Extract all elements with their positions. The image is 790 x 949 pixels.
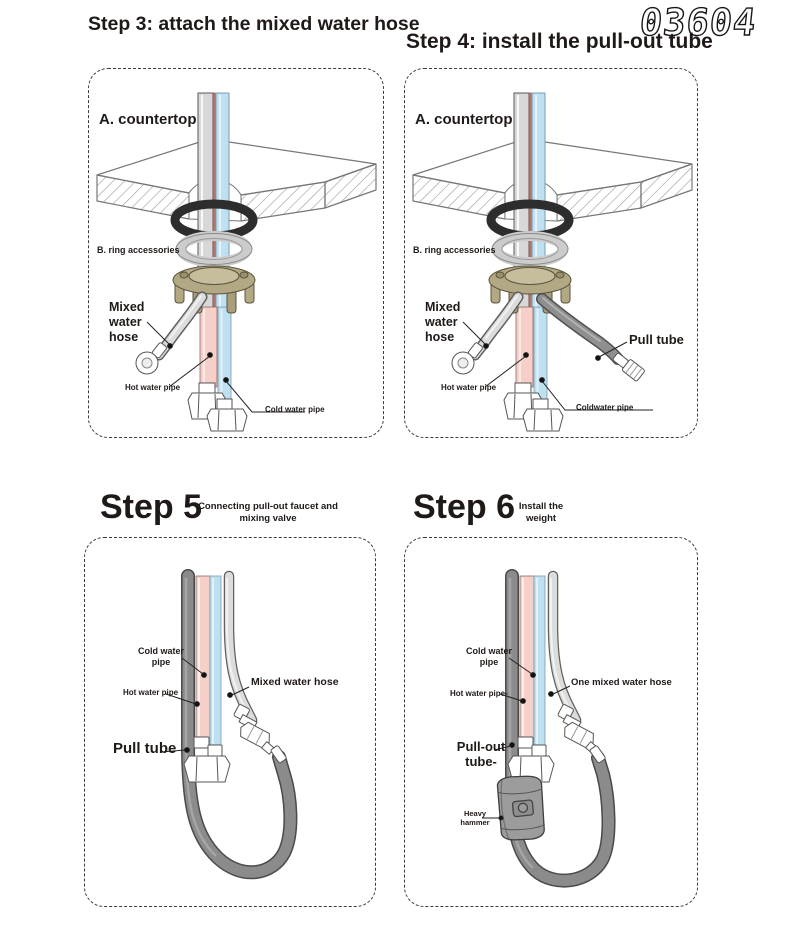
step4-title: Step 4: install the pull-out tube [406,30,713,53]
step5-illustration [85,538,375,906]
pipe-bundle [514,93,547,403]
cold-pipe-label: Cold water pipe [137,646,184,667]
hot-cold-pipes [196,576,221,746]
mixed-water-hose [136,296,202,374]
mixed-hose-label: One mixed water hose [571,677,672,688]
mixing-valve-connector [557,704,605,764]
step6-illustration [405,538,697,906]
step6-title: Step 6 [413,488,516,526]
step5-subtitle: Connecting pull-out faucet and mixing valve [198,501,338,524]
mixed-water-hose [227,576,252,720]
mixed-water-hose [452,296,518,374]
mixed-hose-label: Mixed water hose [109,300,145,344]
mixing-valve-connector [233,704,286,764]
step3-panel [88,68,384,438]
mixed-hose-label: Mixed water hose [425,300,461,344]
step6-subtitle: Install the weight [518,501,564,524]
ring-accessories-label: B. ring accessories [97,245,180,255]
pull-tube-label: Pull tube [629,332,684,347]
cold-pipe-label: Cold water pipe [265,405,325,414]
pipe-end-nuts [188,383,247,431]
heavy-hammer-label: Heavy hammer [460,809,490,827]
pipe-end-nuts [504,383,563,431]
hot-pipe-label: Hot water pipe [123,688,179,697]
ring-accessories-label: B. ring accessories [413,245,496,255]
pull-tube-label: Pull tube [113,740,177,757]
pipe-bundle [198,93,231,403]
step6-panel [404,537,698,907]
step3-title: Step 3: attach the mixed water hose [88,13,420,35]
hot-pipe-label: Hot water pipe [441,383,497,392]
mixed-hose-label: Mixed water hose [251,676,339,688]
cold-pipe-label: Coldwater pipe [576,403,634,412]
countertop-label: A. countertop [99,111,197,128]
mixed-water-hose [551,576,576,720]
countertop-label: A. countertop [415,111,513,128]
hot-pipe-label: Hot water pipe [125,383,181,392]
cold-pipe-label: Cold water pipe [465,646,512,667]
hot-cold-pipes [520,576,545,746]
step4-panel [404,68,698,438]
timestamp-watermark: 03604 [637,1,759,44]
step5-panel [84,537,376,907]
heavy-hammer-weight [496,774,548,842]
step5-title: Step 5 [100,488,203,526]
pull-out-tube-label: Pull-out tube- [456,739,506,769]
hot-pipe-label: Hot water pipe- [450,689,508,698]
